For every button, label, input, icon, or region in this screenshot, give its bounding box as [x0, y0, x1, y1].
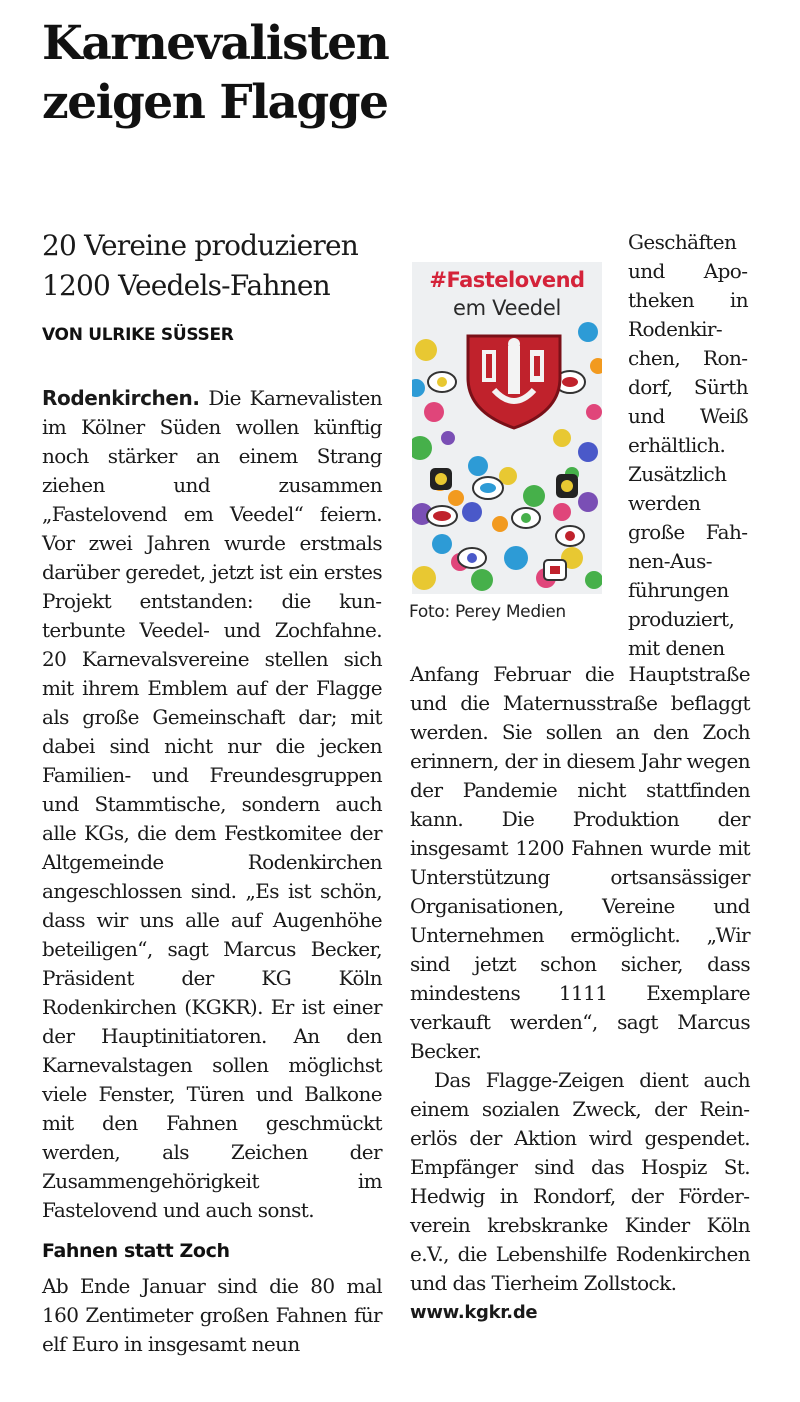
lead-paragraph	[42, 384, 382, 1225]
section-paragraph-left: Ab Ende Januar sind die 80 mal 160 Zentimeter großen Fahnen für elf Euro in insgesamt neun	[42, 1274, 382, 1356]
dateline: Rodenkirchen.	[42, 386, 200, 410]
section-paragraph-right-bottom: Anfang Februar die Hauptstraße und die Maternusstraße beflaggt werden. Sie sollen an den Zoch erinnern, der in diesem Jahr wegen der Pandemie nicht stattfinden kann. Die Produktion der insgesamt 1200 Fahnen wurde mit Unterstützung ortsansässiger Organisationen, Vereine und Unternehmen ermöglicht. „Wir sind jetzt schon sicher, dass mindestens 1111 Exemplare verkauft werden“, sagt Marcus Becker.	[410, 662, 751, 1063]
headline: Karnevalisten zeigen Flagge	[42, 16, 389, 130]
poster-hashtag: #Fastelovend	[429, 268, 585, 292]
poster-photo	[412, 262, 602, 594]
subheadline: 20 Vereine produzieren 1200 Veedels-Fahnen	[42, 229, 358, 302]
poster-subtitle: em Veedel	[452, 296, 561, 320]
section-heading: Fahnen statt Zoch	[42, 1240, 230, 1262]
right-column	[410, 660, 750, 1327]
section-paragraph-right-top: Geschäften und Apotheken in Rodenkirchen, Rondorf, Sürth und Weiß erhältlich. Zusätzlich werden große Fahnen-Ausführungen produziert, mit denen	[628, 230, 748, 660]
closing-paragraph: Das Flagge-Zeigen dient auch einem sozialen Zweck, der Reinerlös der Aktion wird gespendet. Empfänger sind das Hospiz St. Hedwig in Rondorf, der Förderverein krebskranke Kinder Köln e.V., die Lebenshilfe Rodenkirchen und das Tierheim Zollstock.	[410, 1068, 750, 1295]
left-column	[42, 384, 382, 1225]
web-link[interactable]: www.kgkr.de	[410, 1302, 538, 1323]
byline: VON ULRIKE SÜSSER	[42, 325, 234, 345]
left-column-continued	[42, 1272, 382, 1359]
lead-text: Die Karnevalisten im Kölner Süden wollen künftig noch stärker an einem Strang ziehen und zusammen „Fastelovend em Veedel“ feiern. Vor zwei Jahren wurde erstmals darüber geredet, jetzt ist ein erstes Projekt entstanden: die kunterbunte Veedel- und Zochfahne. 20 Karnevalsvereine stellen sich mit ihrem Emblem auf der Flagge als große Gemeinschaft dar; mit dabei sind nicht nur die jecken Familien- und Freundesgruppen und Stammtische, sondern auch alle KGs, die dem Festkomitee der Altgemeinde Rodenkirchen angeschlossen sind. „Es ist schön, dass wir uns alle auf Augenhöhe beteiligen“, sagt Marcus Becker, Präsident der KG Köln Rodenkirchen (KGKR). Er ist einer der Hauptinitiatoren. An den Karnevalstagen sollen möglichst viele Fenster, Türen und Balkone mit den Fahnen geschmückt werden, als Zeichen der Zusammengehörigkeit im Fastelovend und auch sonst.	[42, 386, 382, 1222]
right-column-narrow	[628, 228, 748, 663]
photo-caption: Foto: Perey Medien	[409, 602, 566, 622]
